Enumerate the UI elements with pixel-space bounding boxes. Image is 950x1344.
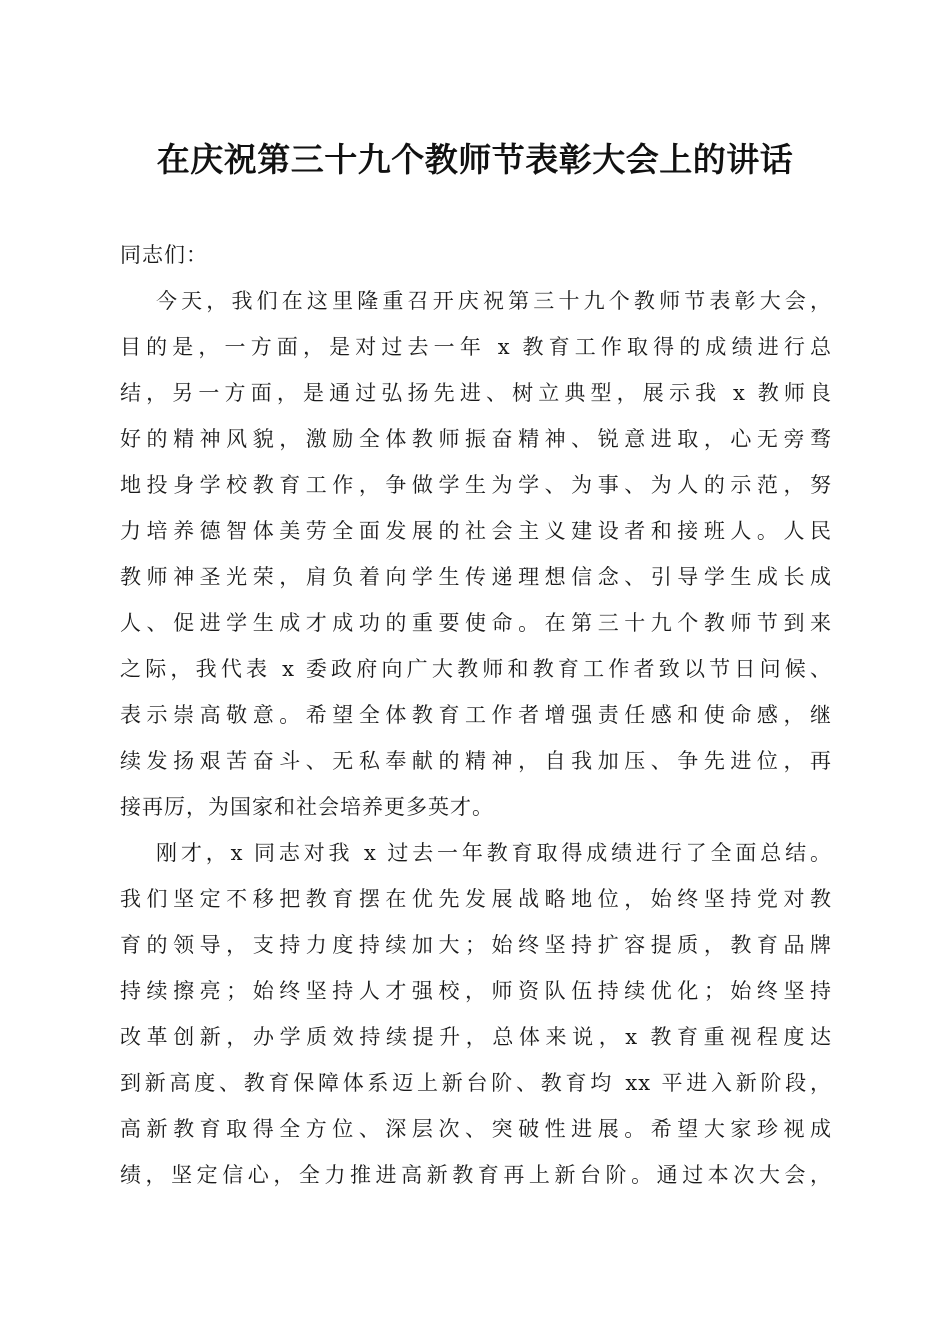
- text-line: 刚才，x 同志对我 x 过去一年教育取得成绩进行了全面总结。: [156, 841, 832, 865]
- salutation: 同志们：: [120, 243, 208, 267]
- paragraph-2: [120, 830, 832, 1198]
- text-line: 目的是，一方面，是对过去一年 x 教育工作取得的成绩进行总: [120, 335, 832, 359]
- text-line: 到新高度、教育保障体系迈上新台阶、教育均 xx 平进入新阶段，: [120, 1071, 832, 1095]
- text-line: 结，另一方面，是通过弘扬先进、树立典型，展示我 x 教师良: [120, 381, 832, 405]
- text-line: 之际，我代表 x 委政府向广大教师和教育工作者致以节日问候、: [120, 657, 832, 681]
- paragraph-1: [120, 278, 832, 830]
- document-title: 在庆祝第三十九个教师节表彰大会上的讲话: [156, 140, 794, 179]
- text-line: 续发扬艰苦奋斗、无私奉献的精神，自我加压、争先进位，再: [120, 749, 832, 773]
- text-line: 力培养德智体美劳全面发展的社会主义建设者和接班人。人民: [120, 519, 832, 543]
- text-line: 地投身学校教育工作，争做学生为学、为事、为人的示范，努: [120, 473, 832, 497]
- text-line: 接再厉，为国家和社会培养更多英才。: [120, 795, 494, 819]
- text-line: 教师神圣光荣，肩负着向学生传递理想信念、引导学生成长成: [120, 565, 832, 589]
- text-line: 好的精神风貌，激励全体教师振奋精神、锐意进取，心无旁骛: [120, 427, 832, 451]
- text-line: 表示崇高敬意。希望全体教育工作者增强责任感和使命感，继: [120, 703, 832, 727]
- text-line: 人、促进学生成才成功的重要使命。在第三十九个教师节到来: [120, 611, 832, 635]
- text-line: 绩，坚定信心，全力推进高新教育再上新台阶。通过本次大会，: [120, 1163, 832, 1187]
- text-line: 高新教育取得全方位、深层次、突破性进展。希望大家珍视成: [120, 1117, 832, 1141]
- text-line: 改革创新，办学质效持续提升，总体来说，x 教育重视程度达: [120, 1025, 832, 1049]
- text-line: 我们坚定不移把教育摆在优先发展战略地位，始终坚持党对教: [120, 887, 832, 911]
- text-line: 今天，我们在这里隆重召开庆祝第三十九个教师节表彰大会，: [156, 289, 832, 313]
- text-line: 育的领导，支持力度持续加大；始终坚持扩容提质，教育品牌: [120, 933, 832, 957]
- text-line: 持续擦亮；始终坚持人才强校，师资队伍持续优化；始终坚持: [120, 979, 832, 1003]
